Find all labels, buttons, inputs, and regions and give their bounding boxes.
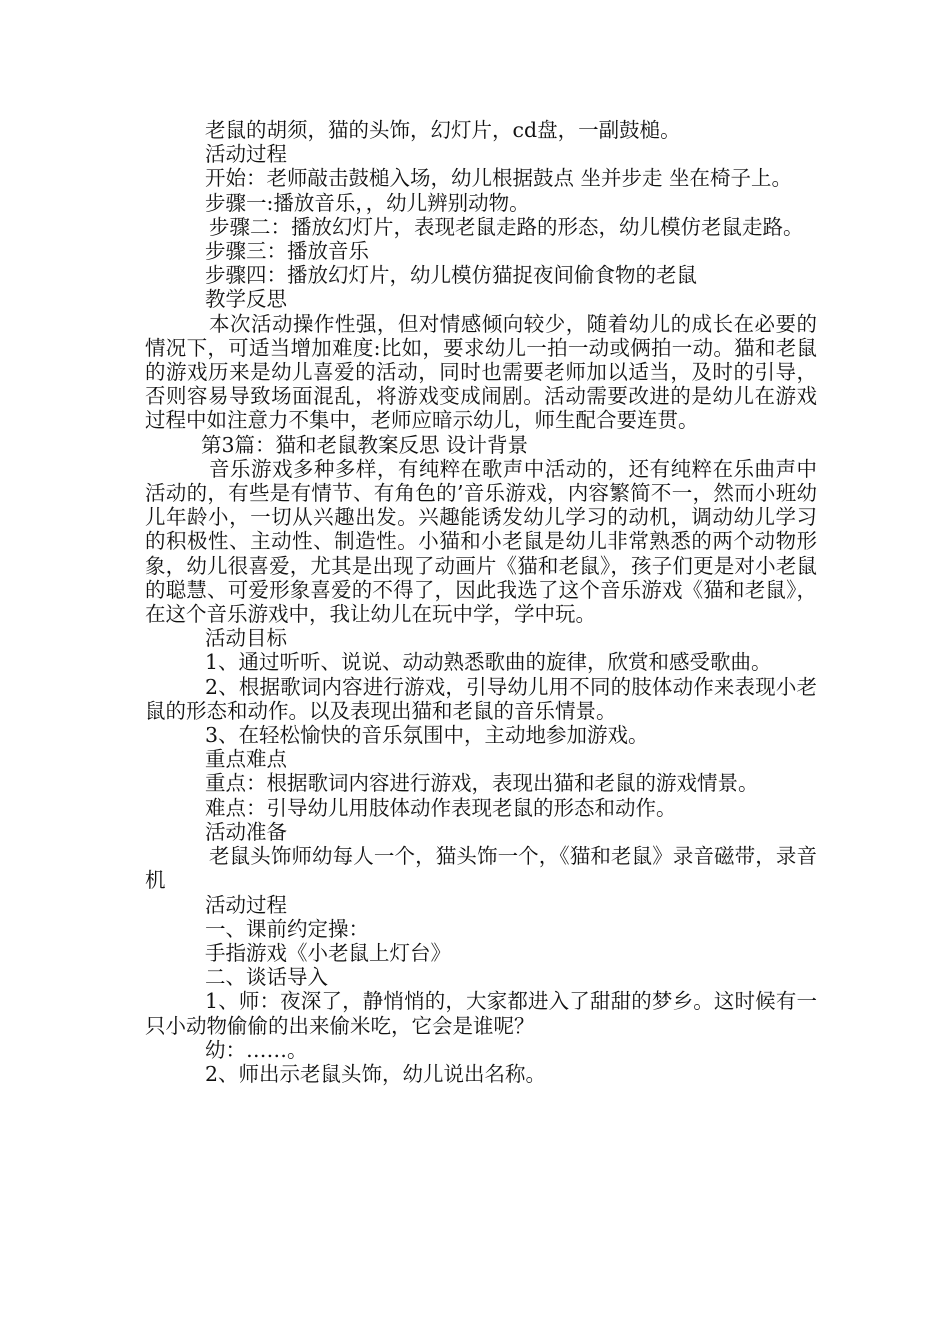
paragraph-key-point: 重点：根据歌词内容进行游戏，表现出猫和老鼠的游戏情景。 [205,771,759,796]
heading-activity-prep: 活动准备 [205,819,287,844]
heading-activity-goals: 活动目标 [205,626,287,651]
paragraph-section-1: 一、课前约定操： [205,916,369,941]
paragraph-teacher-intro: 1、师：夜深了，静悄悄的，大家都进入了甜甜的梦乡。这时候有一只小动物偷偷的出来偷米吃，它会是谁呢？ [145,989,817,1038]
document-body [145,118,817,1086]
paragraph-step-1: 步骤一:播放音乐，，幼儿辨别动物。 [205,190,530,215]
heading-part-3: 第3篇：猫和老鼠教案反思 设计背景 [201,432,529,457]
paragraph-reflection: 本次活动操作性强，但对情感倾向较少，随着幼儿的成长在必要的情况下，可适当增加难度:比如，要求幼儿一拍一动或俩拍一动。猫和老鼠的游戏历来是幼儿喜爱的活动，同时也需要老师加以适当，及时的引导，否则容易导致场面混乱，将游戏变成闹剧。活动需要改进的是幼儿在游戏过程中如注意力不集中，老师应暗示幼儿，师生配合要连贯。 [145,311,817,433]
paragraph-section-2: 二、谈话导入 [205,965,328,990]
paragraph-start: 开始：老师敲击鼓槌入场，幼儿根据鼓点 坐并步走 坐在椅子上。 [205,166,793,191]
paragraph-finger-game: 手指游戏《小老鼠上灯台》 [205,940,451,965]
paragraph-prep: 老鼠头饰师幼每人一个，猫头饰一个，《猫和老鼠》录音磁带，录音机 [145,844,817,893]
heading-teaching-reflection: 教学反思 [205,287,287,312]
heading-activity-process: 活动过程 [205,142,287,167]
paragraph-materials: 老鼠的胡须，猫的头饰，幻灯片，cd盘，一副鼓槌。 [205,118,681,142]
paragraph-child-reply: 幼：……。 [205,1037,308,1062]
paragraph-goal-2: 2、根据歌词内容进行游戏，引导幼儿用不同的肢体动作来表现小老鼠的形态和动作。以及表现出猫和老鼠的音乐情景。 [145,674,817,723]
paragraph-difficulty: 难点：引导幼儿用肢体动作表现老鼠的形态和动作。 [205,795,677,820]
paragraph-step-2: 步骤二：播放幻灯片，表现老鼠走路的形态，幼儿模仿老鼠走路。 [209,214,804,239]
heading-key-points: 重点难点 [205,747,287,772]
paragraph-goal-1: 1、通过听听、说说、动动熟悉歌曲的旋律，欣赏和感受歌曲。 [205,650,772,675]
paragraph-show-headwear: 2、师出示老鼠头饰，幼儿说出名称。 [205,1061,547,1086]
paragraph-step-3: 步骤三：播放音乐 [205,239,369,264]
paragraph-step-4: 步骤四：播放幻灯片，幼儿模仿猫捉夜间偷食物的老鼠 [205,263,697,288]
paragraph-goal-3: 3、在轻松愉快的音乐氛围中，主动地参加游戏。 [205,723,649,748]
heading-activity-process-2: 活动过程 [205,892,287,917]
paragraph-background: 音乐游戏多种多样，有纯粹在歌声中活动的，还有纯粹在乐曲声中活动的，有些是有情节、有角色的’音乐游戏，内容繁简不一，然而小班幼儿年龄小，一切从兴趣出发。兴趣能诱发幼儿学习的动机，调动幼儿学习的积极性、主动性、制造性。小猫和小老鼠是幼儿非常熟悉的两个动物形象，幼儿很喜爱，尤其是出现了动画片《猫和老鼠》，孩子们更是对小老鼠的聪慧、可爱形象喜爱的不得了，因此我选了这个音乐游戏《猫和老鼠》，在这个音乐游戏中，我让幼儿在玩中学，学中玩。 [145,456,817,627]
